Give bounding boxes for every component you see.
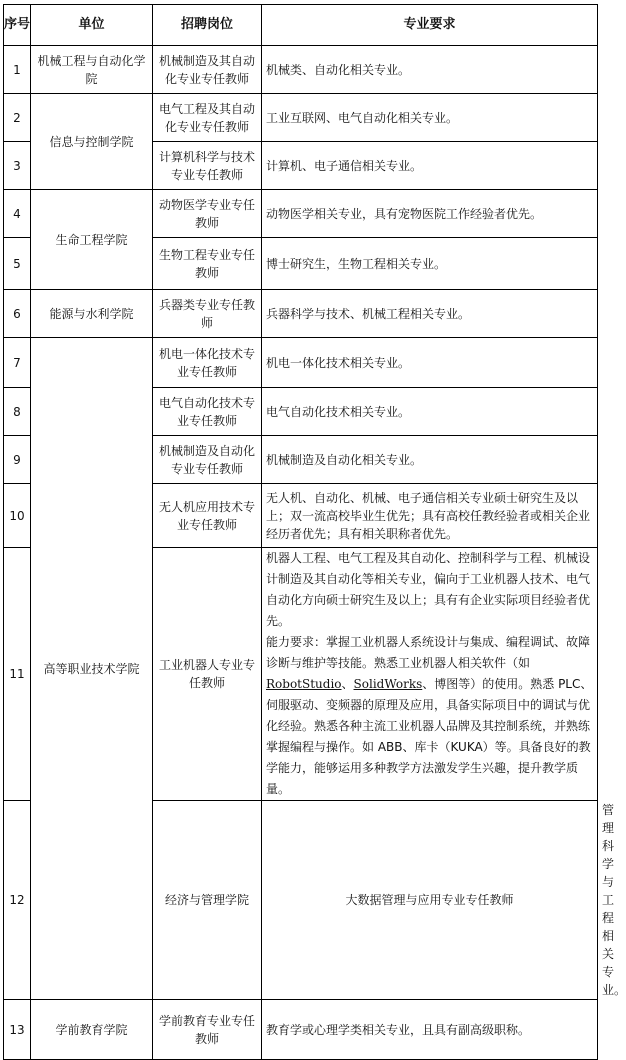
position-cell: 电气工程及其自动化专业专任教师	[153, 94, 262, 142]
header-no: 序号	[4, 5, 31, 46]
row-number: 1	[4, 46, 31, 94]
ability-requirement-paragraph	[266, 632, 593, 800]
requirement-cell: 博士研究生，生物工程相关专业。	[262, 238, 598, 290]
unit-cell: 能源与水利学院	[31, 290, 153, 338]
requirement-cell: 工业互联网、电气自动化相关专业。	[262, 94, 598, 142]
position-cell: 无人机应用技术专业专任教师	[153, 484, 262, 548]
ability-text: 、博图等）的使用。熟悉 PLC、伺服驱动、变频器的原理及应用，具备实际项目中的调试与优化经验。熟悉各种主流工业机器人品牌及其控制系统，并熟练掌握编程与操作。如 ABB、库卡（KUKA）等。具备良好的教学能力，能够运用多种教学方法激发学生兴趣，提升教学质量。	[266, 677, 593, 796]
requirement-cell: 动物医学相关专业，具有宠物医院工作经验者优先。	[262, 190, 598, 238]
requirement-cell: 电气自动化技术相关专业。	[262, 388, 598, 436]
unit-cell: 生命工程学院	[31, 190, 153, 290]
requirement-cell: 机电一体化技术相关专业。	[262, 338, 598, 388]
row-number: 10	[4, 484, 31, 548]
separator-text: 、	[341, 677, 354, 691]
requirement-cell: 兵器科学与技术、机械工程相关专业。	[262, 290, 598, 338]
recruitment-table	[3, 4, 626, 1060]
requirement-cell: 计算机、电子通信相关专业。	[262, 142, 598, 190]
row-number: 11	[4, 548, 31, 801]
position-cell: 学前教育专业专任教师	[153, 1000, 262, 1060]
header-requirement: 专业要求	[262, 5, 598, 46]
requirement-cell	[262, 548, 598, 801]
table-row	[4, 190, 598, 238]
requirement-cell: 机械制造及自动化相关专业。	[262, 436, 598, 484]
unit-cell: 学前教育学院	[31, 1000, 153, 1060]
requirement-cell: 机械类、自动化相关专业。	[262, 46, 598, 94]
table-row: 12 经济与管理学院 大数据管理与应用专业专任教师 管理科学与工程相关专业。	[4, 801, 598, 1000]
header-row	[4, 5, 598, 46]
unit-cell: 高等职业技术学院	[31, 338, 153, 1000]
header-unit: 单位	[31, 5, 153, 46]
row-number: 8	[4, 388, 31, 436]
row-number: 12	[4, 801, 31, 1000]
position-cell: 动物医学专业专任教师	[153, 190, 262, 238]
position-cell: 工业机器人专业专任教师	[153, 548, 262, 801]
requirement-paragraph: 机器人工程、电气工程及其自动化、控制科学与工程、机械设计制造及其自动化等相关专业，偏向于工业机器人技术、电气自动化方向硕士研究生及以上；具有有企业实际项目经验者优先。	[266, 551, 591, 628]
table-row	[4, 290, 598, 338]
row-number: 9	[4, 436, 31, 484]
row-number: 7	[4, 338, 31, 388]
software-name: SolidWorks	[353, 677, 423, 691]
row-number: 4	[4, 190, 31, 238]
unit-cell: 机械工程与自动化学院	[31, 46, 153, 94]
table-row	[4, 1000, 598, 1060]
position-cell: 生物工程专业专任教师	[153, 238, 262, 290]
unit-cell: 经济与管理学院	[153, 801, 262, 1000]
row-number: 13	[4, 1000, 31, 1060]
position-cell: 大数据管理与应用专业专任教师	[262, 801, 598, 1000]
requirement-cell: 教育学或心理学类相关专业，且具有副高级职称。	[262, 1000, 598, 1060]
header-position: 招聘岗位	[153, 5, 262, 46]
position-cell: 机械制造及自动化专业专任教师	[153, 436, 262, 484]
position-cell: 电气自动化技术专业专任教师	[153, 388, 262, 436]
position-cell: 计算机科学与技术专业专任教师	[153, 142, 262, 190]
ability-text: 能力要求：掌握工业机器人系统设计与集成、编程调试、故障诊断与维护等技能。熟悉工业机器人相关软件（如	[266, 635, 591, 670]
row-number: 2	[4, 94, 31, 142]
position-cell: 兵器类专业专任教师	[153, 290, 262, 338]
requirement-cell: 无人机、自动化、机械、电子通信相关专业硕士研究生及以上；双一流高校毕业生优先；具有高校任教经验者或相关企业经历者优先；具有相关职称者优先。	[262, 484, 598, 548]
row-number: 6	[4, 290, 31, 338]
table-row	[4, 94, 598, 142]
table-row	[4, 338, 598, 388]
position-cell: 机电一体化技术专业专任教师	[153, 338, 262, 388]
row-number: 5	[4, 238, 31, 290]
unit-cell: 信息与控制学院	[31, 94, 153, 190]
position-cell: 机械制造及其自动化专业专任教师	[153, 46, 262, 94]
row-number: 3	[4, 142, 31, 190]
table-row	[4, 46, 598, 94]
software-name: RobotStudio	[266, 677, 342, 691]
